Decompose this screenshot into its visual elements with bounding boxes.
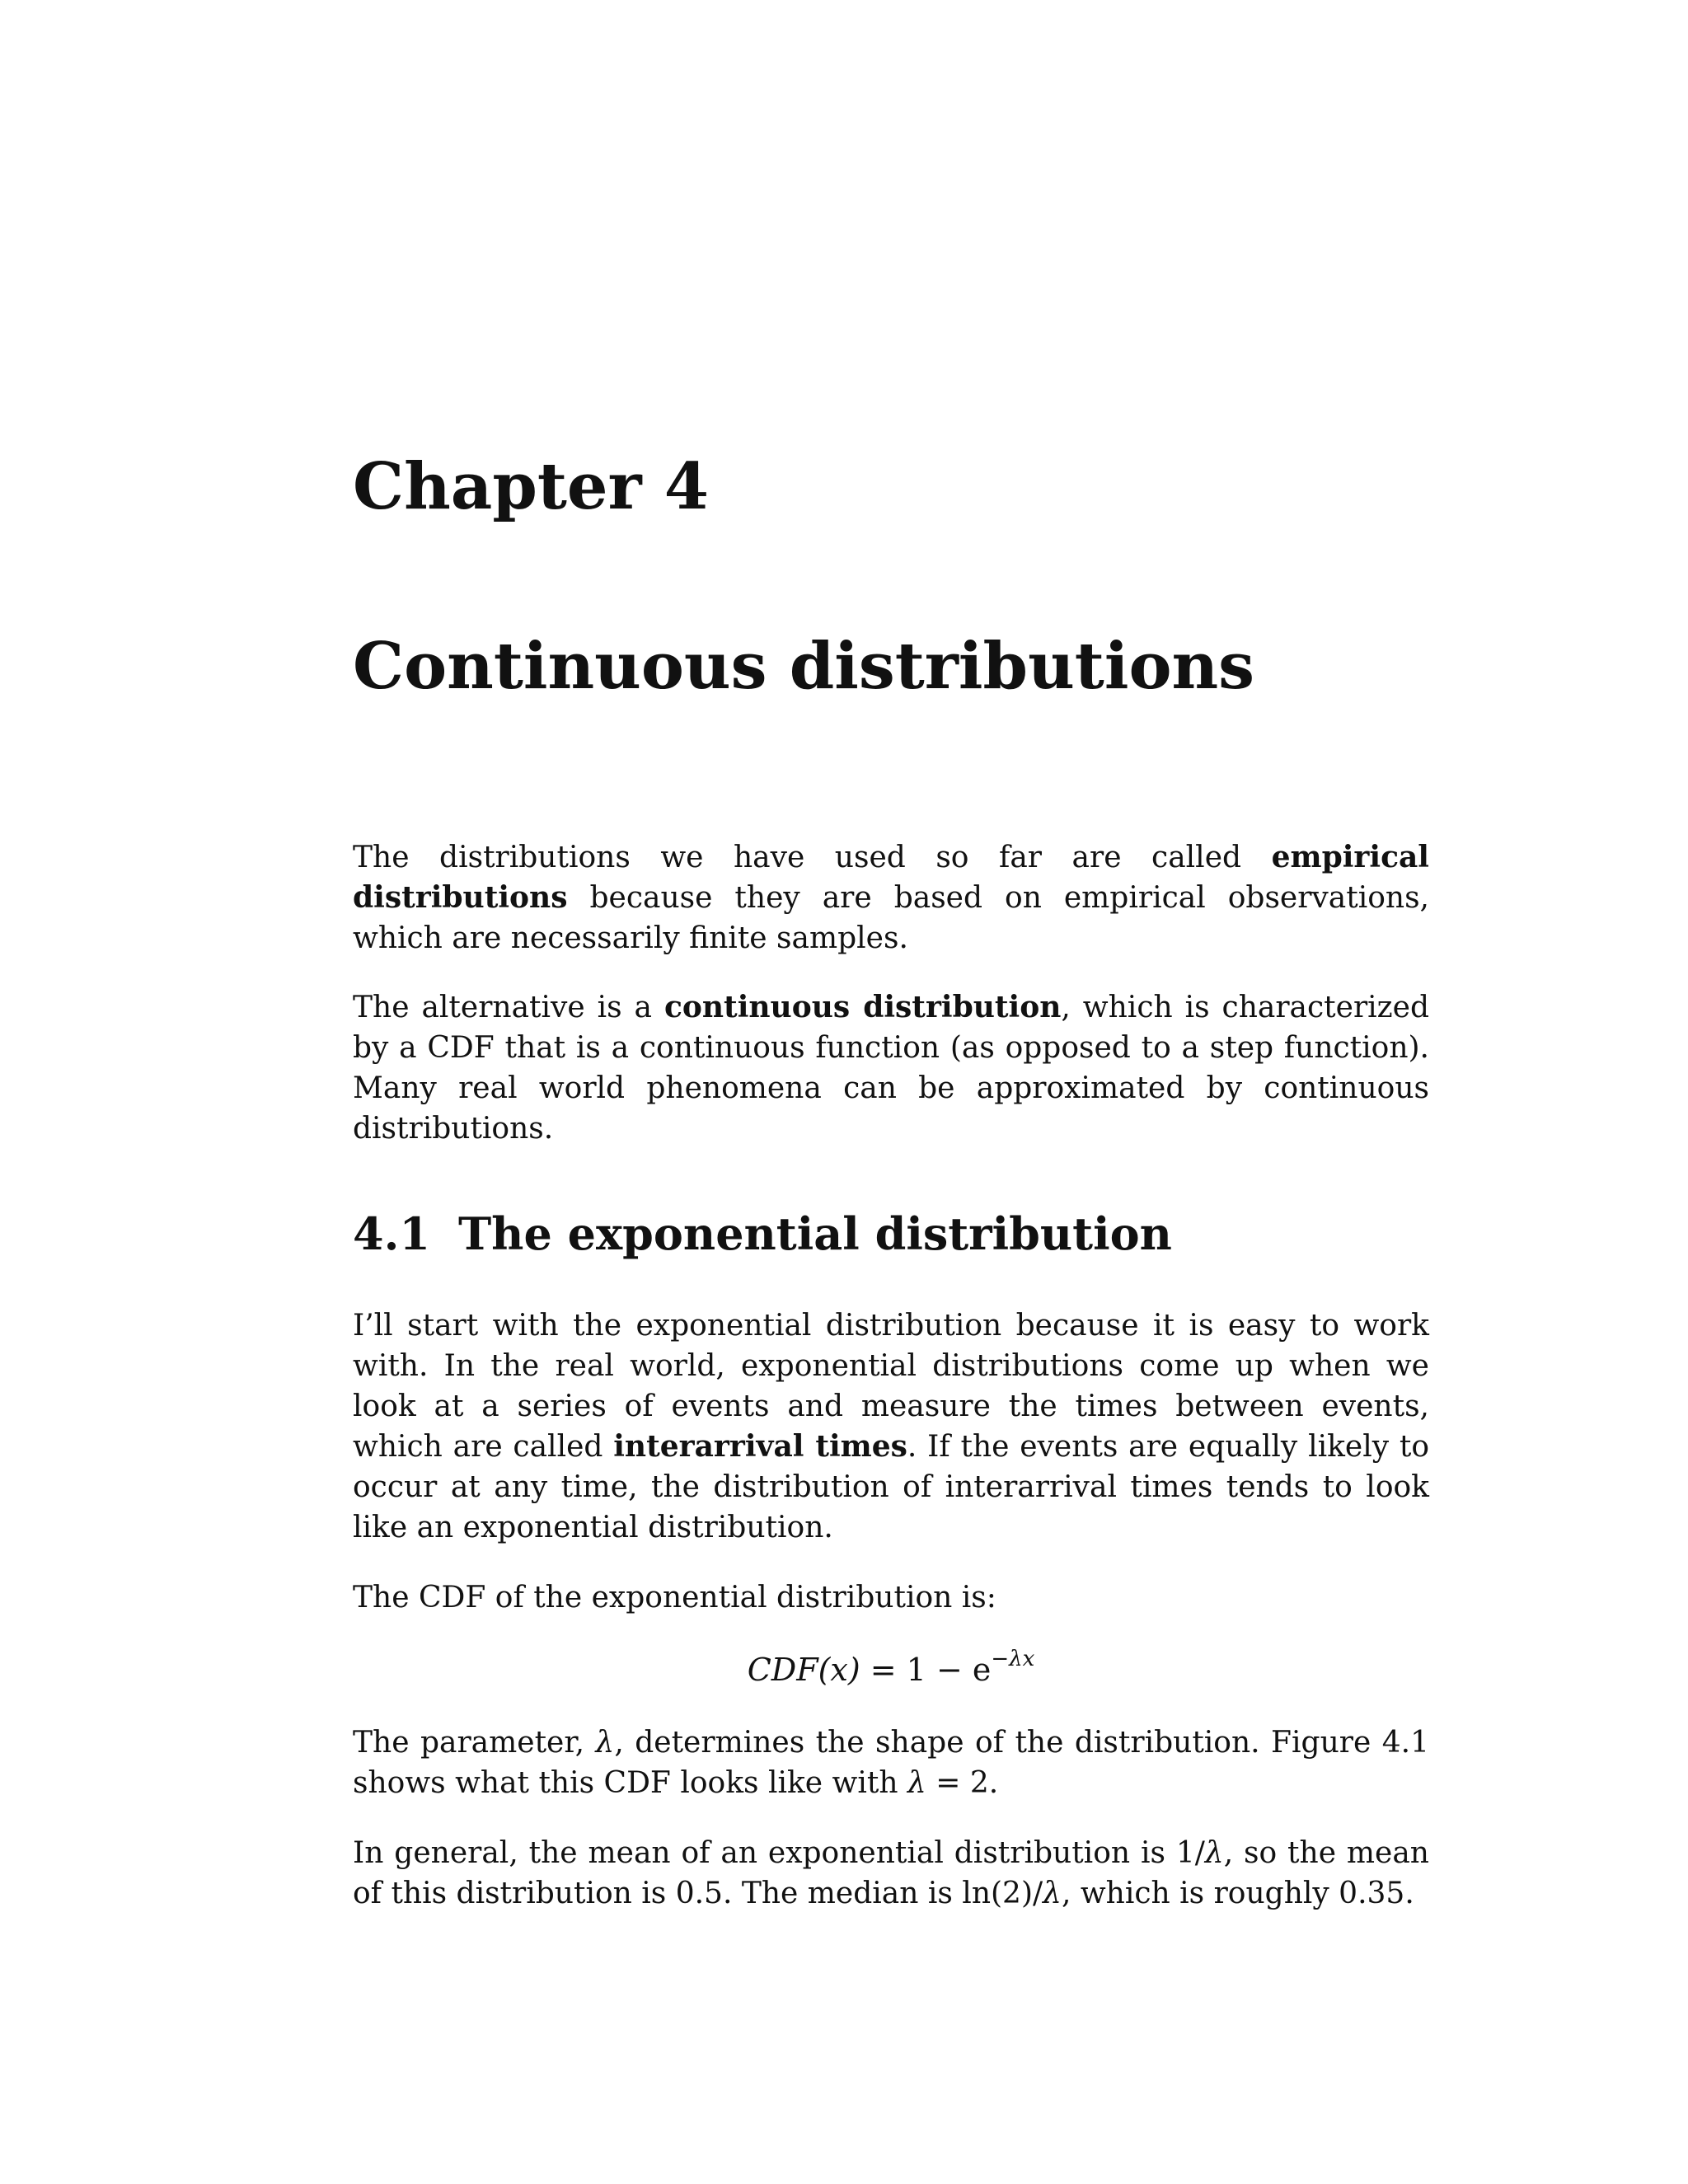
lambda-symbol: λ [1204, 1836, 1224, 1870]
chapter-label: Chapter 4 [353, 449, 710, 524]
lambda-symbol: λ [907, 1766, 926, 1800]
equation-exponent: −λx [991, 1647, 1035, 1671]
body-paragraph-2: The CDF of the exponential distribution is: [353, 1581, 996, 1615]
text: In general, the mean of an exponential distribution is 1/ [353, 1836, 1205, 1870]
text: The distributions we have used so far are called [353, 841, 1272, 874]
section-heading [353, 1207, 1172, 1260]
section-title: The exponential distribution [458, 1207, 1172, 1260]
equation-lhs: CDF(x) [747, 1652, 860, 1688]
text: The parameter, [353, 1726, 596, 1760]
term-continuous-distribution: continuous distribution [663, 990, 1062, 1024]
text: because they are based on empirical observations, which are necessarily finite samples. [353, 881, 1429, 955]
text: , which is characterized by a CDF that is a continuous function (as opposed to a step function). Many real world phenomena can be approximated by continuous distributions. [353, 991, 1429, 1146]
equation-rhs: = 1 − e [860, 1652, 992, 1688]
intro-paragraph-1 [353, 837, 1429, 958]
text: , determines the shape of the distribution. Figure 4.1 shows what this CDF looks like with [353, 1726, 1430, 1800]
text: I’ll start with the exponential distribution because it is easy to work with. In the real world, exponential distributions come up when we look at a series of events and measure the times between events, which are called [353, 1309, 1429, 1464]
text: , so the mean of this distribution is 0.5. The median is ln(2)/ [353, 1836, 1429, 1910]
text: . If the events are equally likely to occur at any time, the distribution of interarrival times tends to look like an exponential distribution. [353, 1430, 1430, 1544]
body-paragraph-1 [353, 1305, 1429, 1548]
body-paragraph-4 [353, 1833, 1429, 1914]
lambda-symbol: λ [1043, 1877, 1062, 1910]
chapter-title: Continuous distributions [353, 629, 1255, 704]
section-number: 4.1 [353, 1207, 430, 1260]
text: = 2. [926, 1766, 999, 1800]
term-empirical-distributions: empirical distributions [353, 840, 1429, 915]
text: , which is roughly 0.35. [1061, 1877, 1414, 1910]
cdf-equation [353, 1645, 1429, 1694]
document-page [353, 0, 1429, 2184]
body-paragraph-3 [353, 1722, 1429, 1803]
term-interarrival-times: interarrival times [613, 1429, 907, 1464]
intro-paragraph-2 [353, 987, 1429, 1149]
lambda-symbol: λ [595, 1726, 615, 1760]
text: The alternative is a [353, 991, 664, 1024]
